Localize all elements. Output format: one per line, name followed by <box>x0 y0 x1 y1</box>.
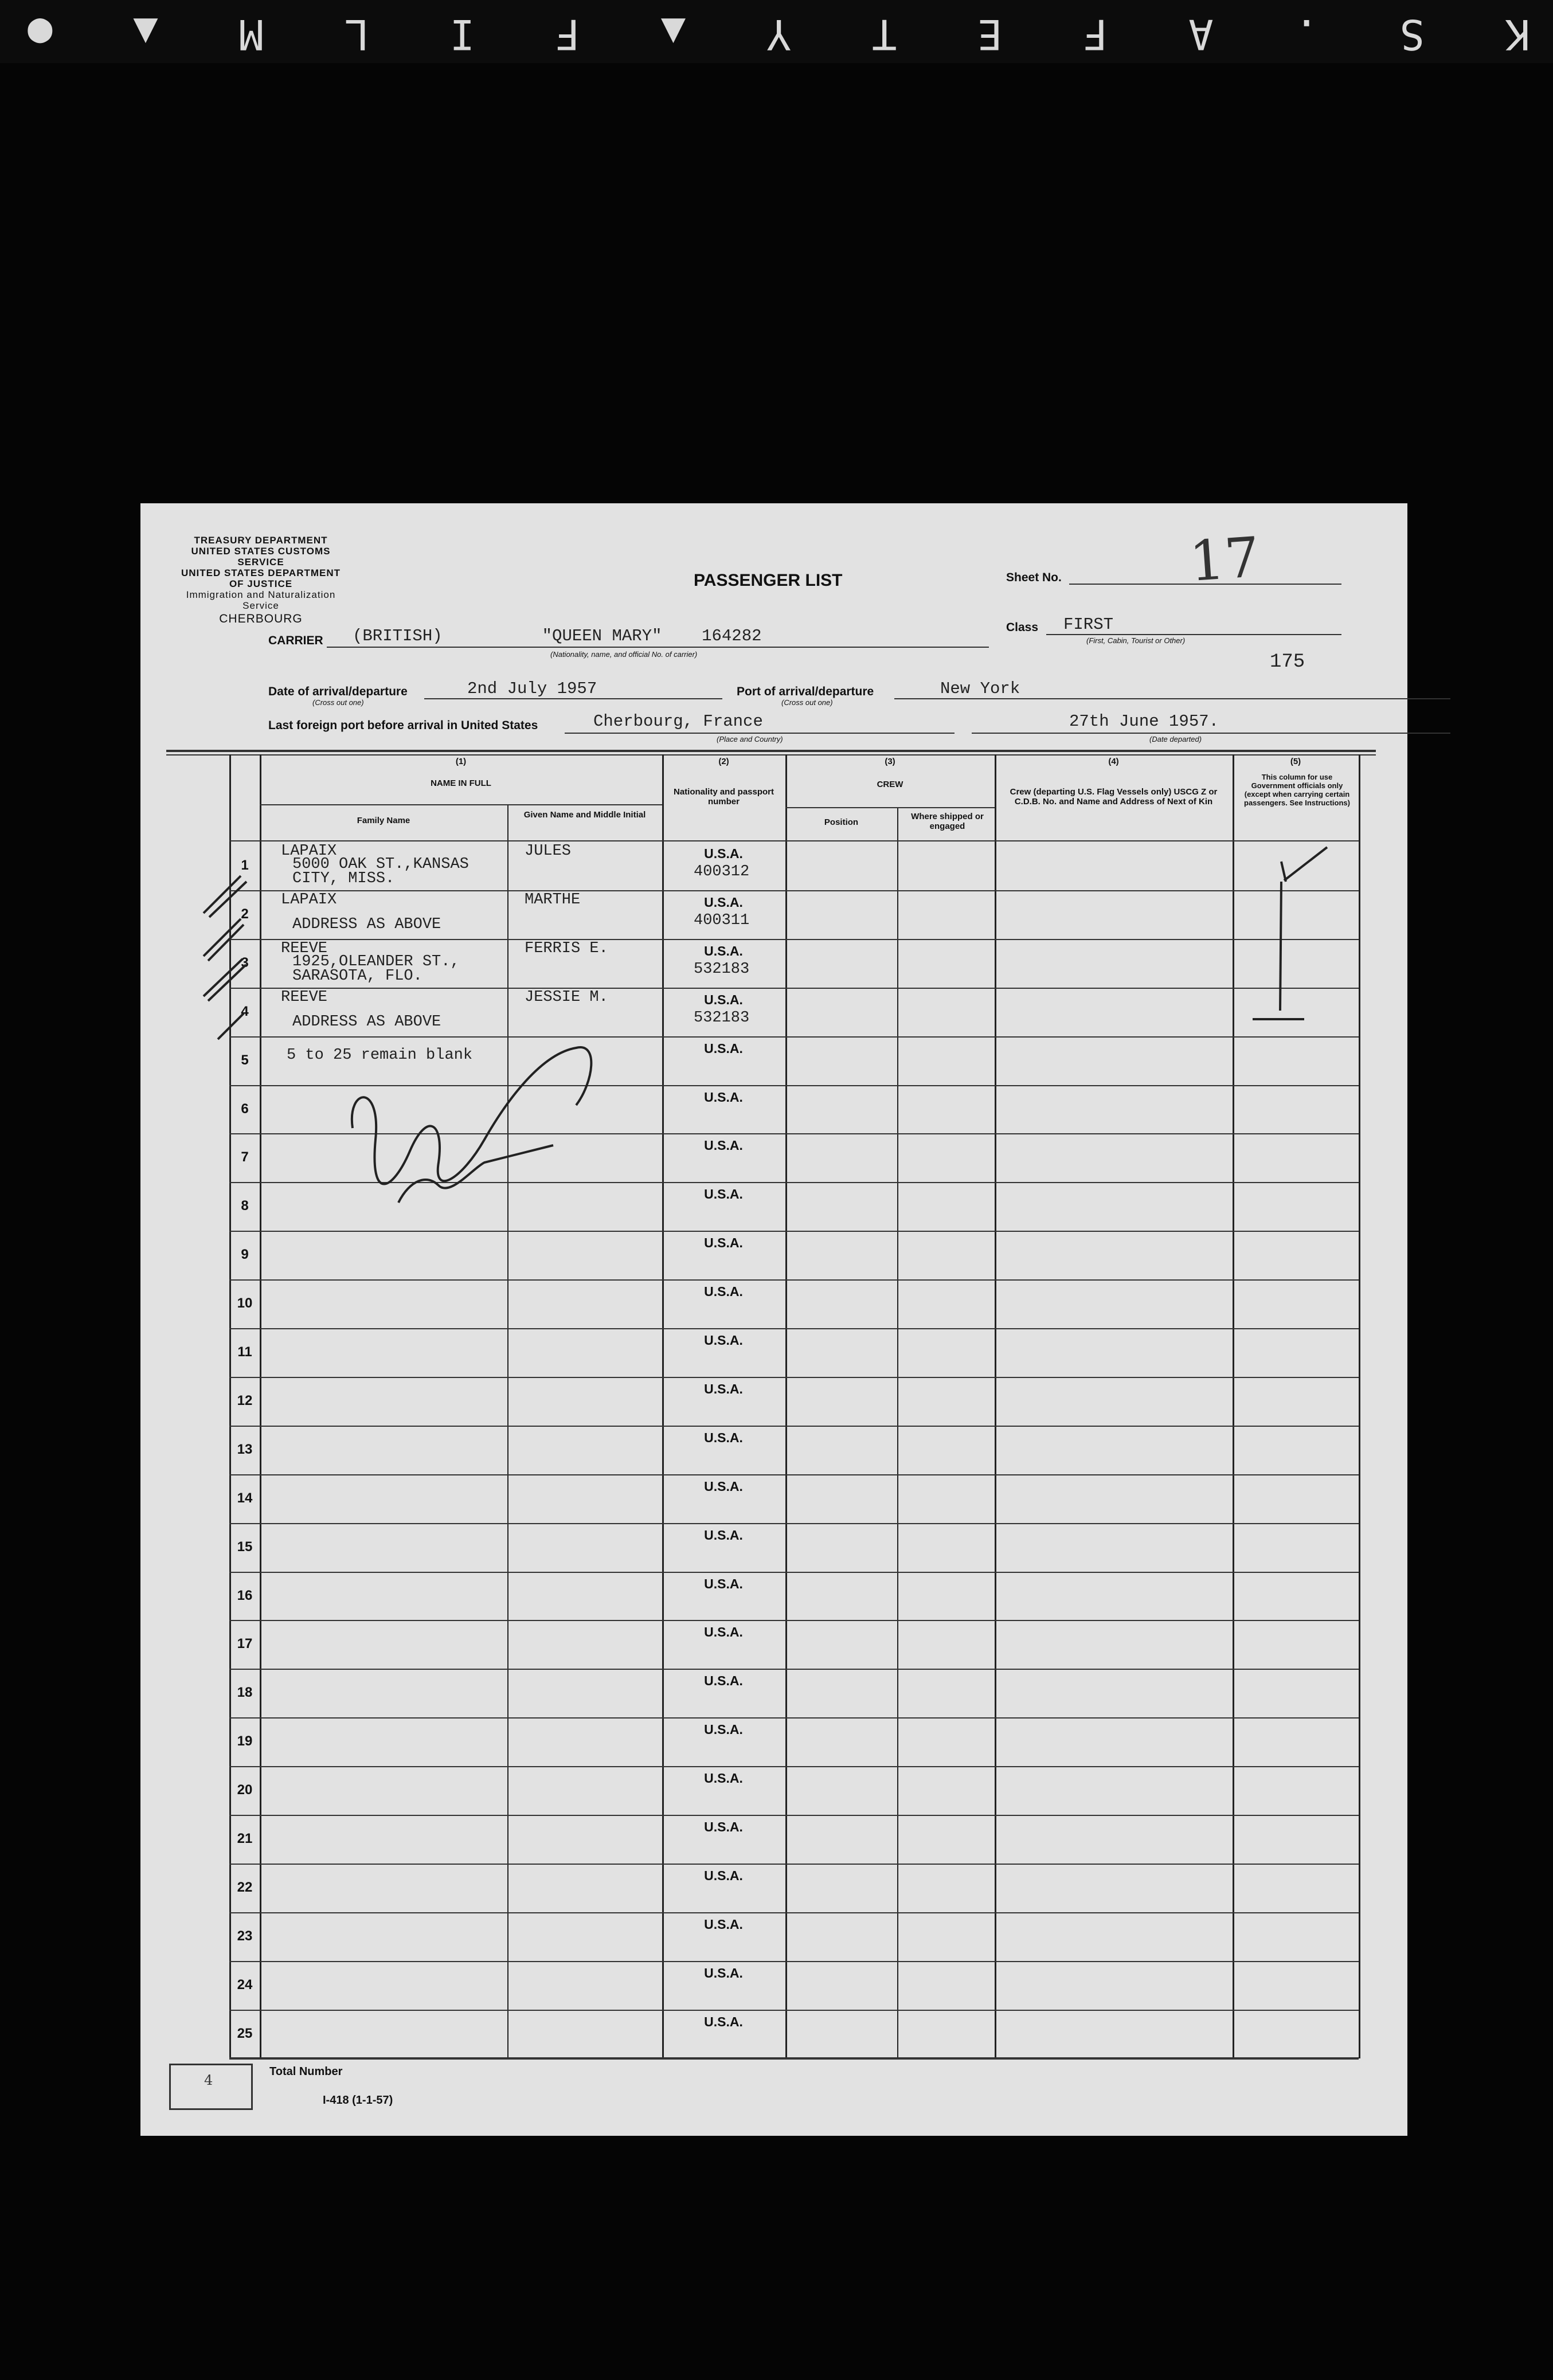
nationality-cell: U.S.A. <box>704 1138 743 1153</box>
row-number: 16 <box>237 1588 253 1603</box>
date-departed-caption: (Date departed) <box>1149 735 1202 743</box>
film-edge-letter: Y <box>761 10 792 58</box>
nationality-cell: U.S.A. <box>704 846 743 861</box>
row-number: 18 <box>237 1685 253 1700</box>
row-number: 11 <box>237 1344 252 1360</box>
film-edge-letter: ▲ <box>128 10 158 58</box>
given-name-cell: JULES <box>525 843 572 860</box>
col2-number: (2) <box>718 757 729 766</box>
last-port-label: Last foreign port before arrival in United States <box>268 719 538 732</box>
film-edge-letter: K <box>1500 10 1530 58</box>
row-number: 20 <box>237 1782 253 1798</box>
address-cell: 1925,OLEANDER ST., SARASOTA, FLO. <box>292 953 460 985</box>
carrier-caption: (Nationality, name, and official No. of carrier) <box>550 650 698 659</box>
nationality-cell: U.S.A. <box>704 1868 743 1883</box>
agency-line: UNITED STATES DEPARTMENT OF JUSTICE <box>181 567 341 589</box>
stamp-number: 175 <box>1270 651 1305 673</box>
col1-title: NAME IN FULL <box>431 778 491 788</box>
col5-title: This column for use Government officials only (except when carrying certain passengers. See Instructions) <box>1244 773 1350 807</box>
total-number-value: 4 <box>204 2072 213 2088</box>
family-name-cell: LAPAIX <box>281 891 337 909</box>
where-engaged-header: Where shipped or engaged <box>911 812 984 831</box>
film-edge-letter: . <box>1289 10 1319 58</box>
nationality-cell: U.S.A. <box>704 992 743 1007</box>
nationality-cell: U.S.A. <box>704 1430 743 1445</box>
row-number: 5 <box>241 1052 249 1068</box>
given-name-cell: FERRIS E. <box>525 940 608 957</box>
passenger-list-document <box>140 503 1407 2136</box>
class-value: FIRST <box>1063 615 1114 634</box>
port-caption: (Cross out one) <box>781 698 833 707</box>
nationality-cell: U.S.A. <box>704 895 743 910</box>
film-edge-letter: F <box>550 10 581 58</box>
family-name-cell: LAPAIX <box>281 843 337 860</box>
passport-number-cell: 532183 <box>694 961 750 978</box>
class-caption: (First, Cabin, Tourist or Other) <box>1086 636 1186 645</box>
office-name: CHERBOURG <box>219 612 303 625</box>
nationality-cell: U.S.A. <box>704 1187 743 1201</box>
row-number: 10 <box>237 1295 253 1311</box>
film-edge-letter: L <box>339 10 369 58</box>
row-number: 12 <box>237 1393 253 1408</box>
row-number: 4 <box>241 1004 249 1019</box>
row-number: 23 <box>237 1928 253 1944</box>
row-number: 19 <box>237 1733 253 1749</box>
film-edge-letter: S <box>1395 10 1425 58</box>
row-number: 15 <box>237 1539 253 1555</box>
nationality-cell: U.S.A. <box>704 1333 743 1348</box>
nationality-cell: U.S.A. <box>704 1966 743 1980</box>
nationality-cell: U.S.A. <box>704 944 743 958</box>
address-cell: ADDRESS AS ABOVE <box>292 916 441 933</box>
nationality-cell: U.S.A. <box>704 1819 743 1834</box>
family-name-header: Family Name <box>357 816 410 825</box>
nationality-cell: U.S.A. <box>704 1624 743 1639</box>
row-number: 3 <box>241 955 249 970</box>
nationality-cell: U.S.A. <box>704 2014 743 2029</box>
row-number: 9 <box>241 1247 249 1262</box>
carrier-value: (BRITISH) "QUEEN MARY" 164282 <box>353 627 762 645</box>
col4-title: Crew (departing U.S. Flag Vessels only) USCG Z or C.D.B. No. and Name and Address of Next of Kin <box>1010 787 1218 807</box>
film-edge-letter: T <box>867 10 897 58</box>
col3-number: (3) <box>885 757 895 766</box>
passport-number-cell: 400312 <box>694 863 750 880</box>
film-edge-strip <box>0 0 1553 63</box>
film-edge-letter: I <box>445 10 475 58</box>
agency-line: UNITED STATES CUSTOMS SERVICE <box>191 546 331 567</box>
nationality-cell: U.S.A. <box>704 1771 743 1786</box>
nationality-cell: U.S.A. <box>704 1381 743 1396</box>
nationality-cell: U.S.A. <box>704 1479 743 1494</box>
total-number-label: Total Number <box>269 2065 343 2078</box>
passport-number-cell: 532183 <box>694 1009 750 1027</box>
carrier-label: CARRIER <box>268 634 323 647</box>
given-name-header: Given Name and Middle Initial <box>523 810 646 820</box>
nationality-cell: U.S.A. <box>704 1673 743 1688</box>
passport-number-cell: 400311 <box>694 912 750 929</box>
row-number: 24 <box>237 1977 253 1993</box>
last-port-caption: (Place and Country) <box>717 735 783 743</box>
row-number: 8 <box>241 1198 249 1214</box>
nationality-cell: U.S.A. <box>704 1284 743 1299</box>
col1-number: (1) <box>455 757 467 766</box>
port-value: New York <box>940 679 1020 698</box>
col3-title: CREW <box>877 780 903 789</box>
sheet-label: Sheet No. <box>1006 571 1062 584</box>
sheet-number-handwritten: 17 <box>1187 524 1262 594</box>
address-cell: 5000 OAK ST.,KANSAS CITY, MISS. <box>292 856 469 887</box>
row-number: 2 <box>241 906 249 922</box>
col5-number: (5) <box>1290 757 1301 766</box>
col2-title: Nationality and passport number <box>673 787 774 807</box>
given-name-cell: JESSIE M. <box>525 989 608 1006</box>
film-edge-letter: A <box>1184 10 1214 58</box>
film-edge-letter: ▲ <box>656 10 686 58</box>
address-cell: ADDRESS AS ABOVE <box>292 1013 441 1031</box>
date-value: 2nd July 1957 <box>467 679 597 698</box>
total-number-box <box>169 2064 253 2110</box>
last-port-value: Cherbourg, France <box>593 712 763 731</box>
nationality-cell: U.S.A. <box>704 1090 743 1105</box>
date-label: Date of arrival/departure <box>268 685 408 698</box>
form-id: I-418 (1-1-57) <box>323 2094 393 2107</box>
class-label: Class <box>1006 621 1039 634</box>
blank-rows-note: 5 to 25 remain blank <box>287 1047 473 1064</box>
row-number: 25 <box>237 2026 253 2041</box>
given-name-cell: MARTHE <box>525 891 581 909</box>
family-name-cell: REEVE <box>281 989 328 1006</box>
nationality-cell: U.S.A. <box>704 1917 743 1932</box>
row-number: 13 <box>237 1442 253 1457</box>
nationality-cell: U.S.A. <box>704 1235 743 1250</box>
film-edge-letter: ● <box>23 10 53 58</box>
page-title: PASSENGER LIST <box>694 571 843 590</box>
row-number: 6 <box>241 1101 249 1117</box>
position-header: Position <box>824 817 859 827</box>
date-departed-value: 27th June 1957. <box>1069 712 1219 731</box>
agency-line: Immigration and Naturalization Service <box>186 589 336 611</box>
handwritten-marks <box>140 503 1407 2136</box>
row-number: 22 <box>237 1880 253 1895</box>
family-name-cell: REEVE <box>281 940 328 957</box>
agency-line: TREASURY DEPARTMENT <box>194 535 328 546</box>
row-number: 7 <box>241 1149 249 1165</box>
col4-number: (4) <box>1108 757 1119 766</box>
film-edge-letter: E <box>973 10 1003 58</box>
film-edge-letter: M <box>234 10 264 58</box>
nationality-cell: U.S.A. <box>704 1722 743 1737</box>
nationality-cell: U.S.A. <box>704 1041 743 1056</box>
nationality-cell: U.S.A. <box>704 1528 743 1543</box>
row-number: 1 <box>241 858 249 873</box>
date-caption: (Cross out one) <box>312 698 364 707</box>
row-number: 14 <box>237 1490 253 1506</box>
film-edge-lettering <box>0 10 1553 58</box>
port-label: Port of arrival/departure <box>737 685 874 698</box>
film-edge-letter: F <box>1078 10 1108 58</box>
nationality-cell: U.S.A. <box>704 1576 743 1591</box>
row-number: 21 <box>237 1831 253 1846</box>
row-number: 17 <box>237 1636 253 1651</box>
